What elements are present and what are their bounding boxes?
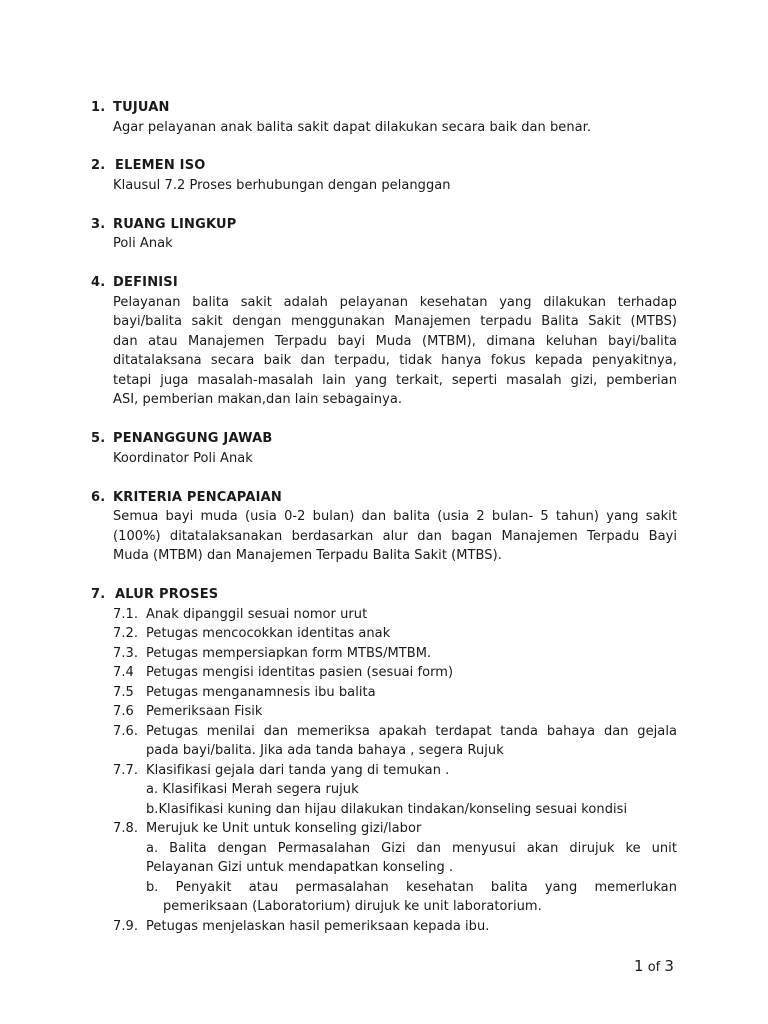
section-title: KRITERIA PENCAPAIAN: [113, 490, 282, 505]
step-sub-item: a. Balita dengan Permasalahan Gizi dan menyusui akan dirujuk ke unit: [146, 841, 677, 856]
page-number: [634, 957, 674, 978]
section-title: DEFINISI: [113, 275, 178, 290]
step-sub-item: b. Penyakit atau permasalahan kesehatan balita yang memerlukan: [146, 880, 677, 895]
section-body-line: bayi/balita sakit dengan menggunakan Manajemen terpadu Balita Sakit (MTBS): [113, 314, 677, 329]
current-page: 1: [634, 957, 644, 975]
section-body-line: ASI, pemberian makan,dan lain sebagainya.: [113, 392, 403, 407]
step-text: Klasifikasi gejala dari tanda yang di temukan .: [146, 763, 450, 778]
section-body-line: Pelayanan balita sakit adalah pelayanan kesehatan yang dilakukan terhadap: [113, 295, 677, 310]
step-number: 7.4: [113, 665, 134, 680]
section-number: 5.: [91, 431, 106, 446]
step-number: 7.7.: [113, 763, 139, 778]
step-text: Petugas mengisi identitas pasien (sesuai form): [146, 665, 454, 680]
step-number: 7.5: [113, 685, 134, 700]
step-text: Anak dipanggil sesuai nomor urut: [146, 607, 368, 622]
section-body-line: (100%) ditatalaksanakan berdasarkan alur dan bagan Manajemen Terpadu Bayi: [113, 529, 677, 544]
step-sub-item: pemeriksaan (Laboratorium) dirujuk ke unit laboratorium.: [163, 899, 542, 914]
section-body-line: Poli Anak: [113, 236, 173, 251]
total-pages: 3: [664, 957, 674, 975]
section-body-line: Agar pelayanan anak balita sakit dapat dilakukan secara baik dan benar.: [113, 120, 592, 135]
step-continuation: pada bayi/balita. Jika ada tanda bahaya , segera Rujuk: [146, 743, 504, 758]
step-sub-item: b.Klasifikasi kuning dan hijau dilakukan tindakan/konseling sesuai kondisi: [146, 802, 628, 817]
section-title: ALUR PROSES: [115, 587, 219, 602]
section-number: 6.: [91, 490, 106, 505]
step-text: Petugas menganamnesis ibu balita: [146, 685, 376, 700]
step-sub-item: a. Klasifikasi Merah segera rujuk: [146, 782, 359, 797]
step-text: Petugas mempersiapkan form MTBS/MTBM.: [146, 646, 432, 661]
step-number: 7.2.: [113, 626, 139, 641]
section-body-line: Koordinator Poli Anak: [113, 451, 253, 466]
section-body-line: Semua bayi muda (usia 0-2 bulan) dan balita (usia 2 bulan- 5 tahun) yang sakit: [113, 509, 677, 524]
step-number: 7.8.: [113, 821, 139, 836]
section-body-line: Klausul 7.2 Proses berhubungan dengan pelanggan: [113, 178, 451, 193]
step-text: Petugas menjelaskan hasil pemeriksaan kepada ibu.: [146, 919, 490, 934]
step-number: 7.1.: [113, 607, 139, 622]
section-title: RUANG LINGKUP: [113, 217, 237, 232]
section-number: 3.: [91, 217, 106, 232]
step-text: Pemeriksaan Fisik: [146, 704, 263, 719]
section-body-line: Muda (MTBM) dan Manajemen Terpadu Balita Sakit (MTBS).: [113, 548, 502, 563]
step-number: 7.6: [113, 704, 134, 719]
step-text: Petugas menilai dan memeriksa apakah terdapat tanda bahaya dan gejala: [146, 724, 677, 739]
section-number: 4.: [91, 275, 106, 290]
of-label: of: [647, 960, 661, 975]
step-number: 7.9.: [113, 919, 139, 934]
step-sub-item: Pelayanan Gizi untuk mendapatkan konseling .: [146, 860, 454, 875]
step-text: Petugas mencocokkan identitas anak: [146, 626, 391, 641]
section-number: 1.: [91, 100, 106, 115]
section-number: 7.: [91, 587, 106, 602]
section-title: TUJUAN: [113, 100, 170, 115]
section-body-line: dan atau Manajemen Terpadu bayi Muda (MTBM), dimana keluhan bayi/balita: [113, 334, 677, 349]
section-number: 2.: [91, 158, 106, 173]
section-body-line: tetapi juga masalah-masalah lain yang terkait, seperti masalah gizi, pemberian: [113, 373, 677, 388]
section-body-line: ditatalaksana secara baik dan terpadu, tidak hanya fokus kepada penyakitnya,: [113, 353, 677, 368]
section-title: PENANGGUNG JAWAB: [113, 431, 273, 446]
section-title: ELEMEN ISO: [115, 158, 206, 173]
step-number: 7.3.: [113, 646, 139, 661]
step-text: Merujuk ke Unit untuk konseling gizi/labor: [146, 821, 422, 836]
step-number: 7.6.: [113, 724, 139, 739]
